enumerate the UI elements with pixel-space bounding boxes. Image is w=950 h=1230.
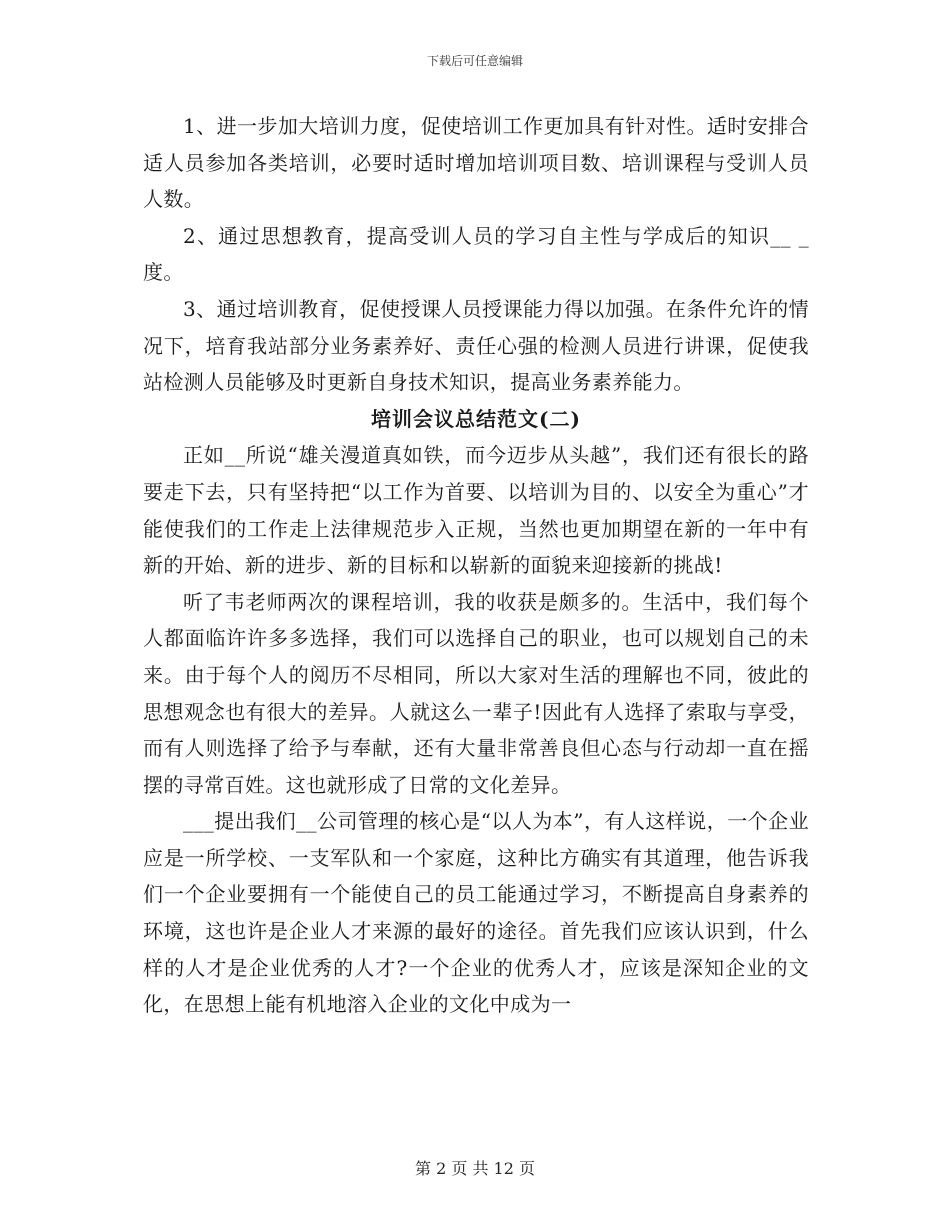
page-header: 下载后可任意编辑 — [426, 54, 523, 68]
paragraph-management-core: ___提出我们__公司管理的核心是“以人为本”，有人这样说，一个企业应是一所学校、一支军队和一个家庭，这种比方确实有其道理，他告诉我们一个企业要拥有一个能使自己的员工能通过学习，不断提高自身素养的环境，这也许是企业人才来源的最好的途径。首先我们应该认识到，什么样的人才是企业优秀的人才?一个企业的优秀人才，应该是深知企业的文化，在思想上能有机地溶入企业的文化中成为一 — [143, 809, 809, 1017]
paragraph-item-2: 2、通过思想教育，提高受训人员的学习自主性与学成后的知识__ _度。 — [143, 223, 809, 285]
paragraph-intro: 正如__所说“雄关漫道真如铁，而今迈步从头越”，我们还有很长的路要走下去，只有坚持把“以工作为首要、以培训为目的、以安全为重心”才能使我们的工作走上法律规范步入正规，当然也更加期望在新的一年中有新的开始、新的进步、新的目标和以崭新的面貌来迎接新的挑战! — [143, 443, 809, 578]
page-number: 第 2 页 共 12 页 — [415, 1159, 535, 1178]
paragraph-training-reflection: 听了韦老师两次的课程培训，我的收获是颇多的。生活中，我们每个人都面临许许多多选择，我们可以选择自己的职业，也可以规划自己的未来。由于每个人的阅历不尽相同，所以大家对生活的理解也不同，彼此的思想观念也有很大的差异。人就这么一辈子!因此有人选择了索取与享受，而有人则选择了给予与奉献，还有大量非常善良但心态与行动却一直在摇摆的寻常百姓。这也就形成了日常的文化差异。 — [143, 589, 809, 797]
document-body — [143, 108, 809, 1023]
paragraph-item-3: 3、通过培训教育，促使授课人员授课能力得以加强。在条件允许的情况下，培育我站部分业务素养好、责任心强的检测人员进行讲课，促使我站检测人员能够及时更新自身技术知识，提高业务素养能力。 — [143, 296, 809, 395]
section-title: 培训会议总结范文(二) — [371, 406, 581, 431]
paragraph-item-1: 1、进一步加大培训力度，促使培训工作更加具有针对性。适时安排合适人员参加各类培训，必要时适时增加培训项目数、培训课程与受训人员人数。 — [143, 114, 809, 212]
